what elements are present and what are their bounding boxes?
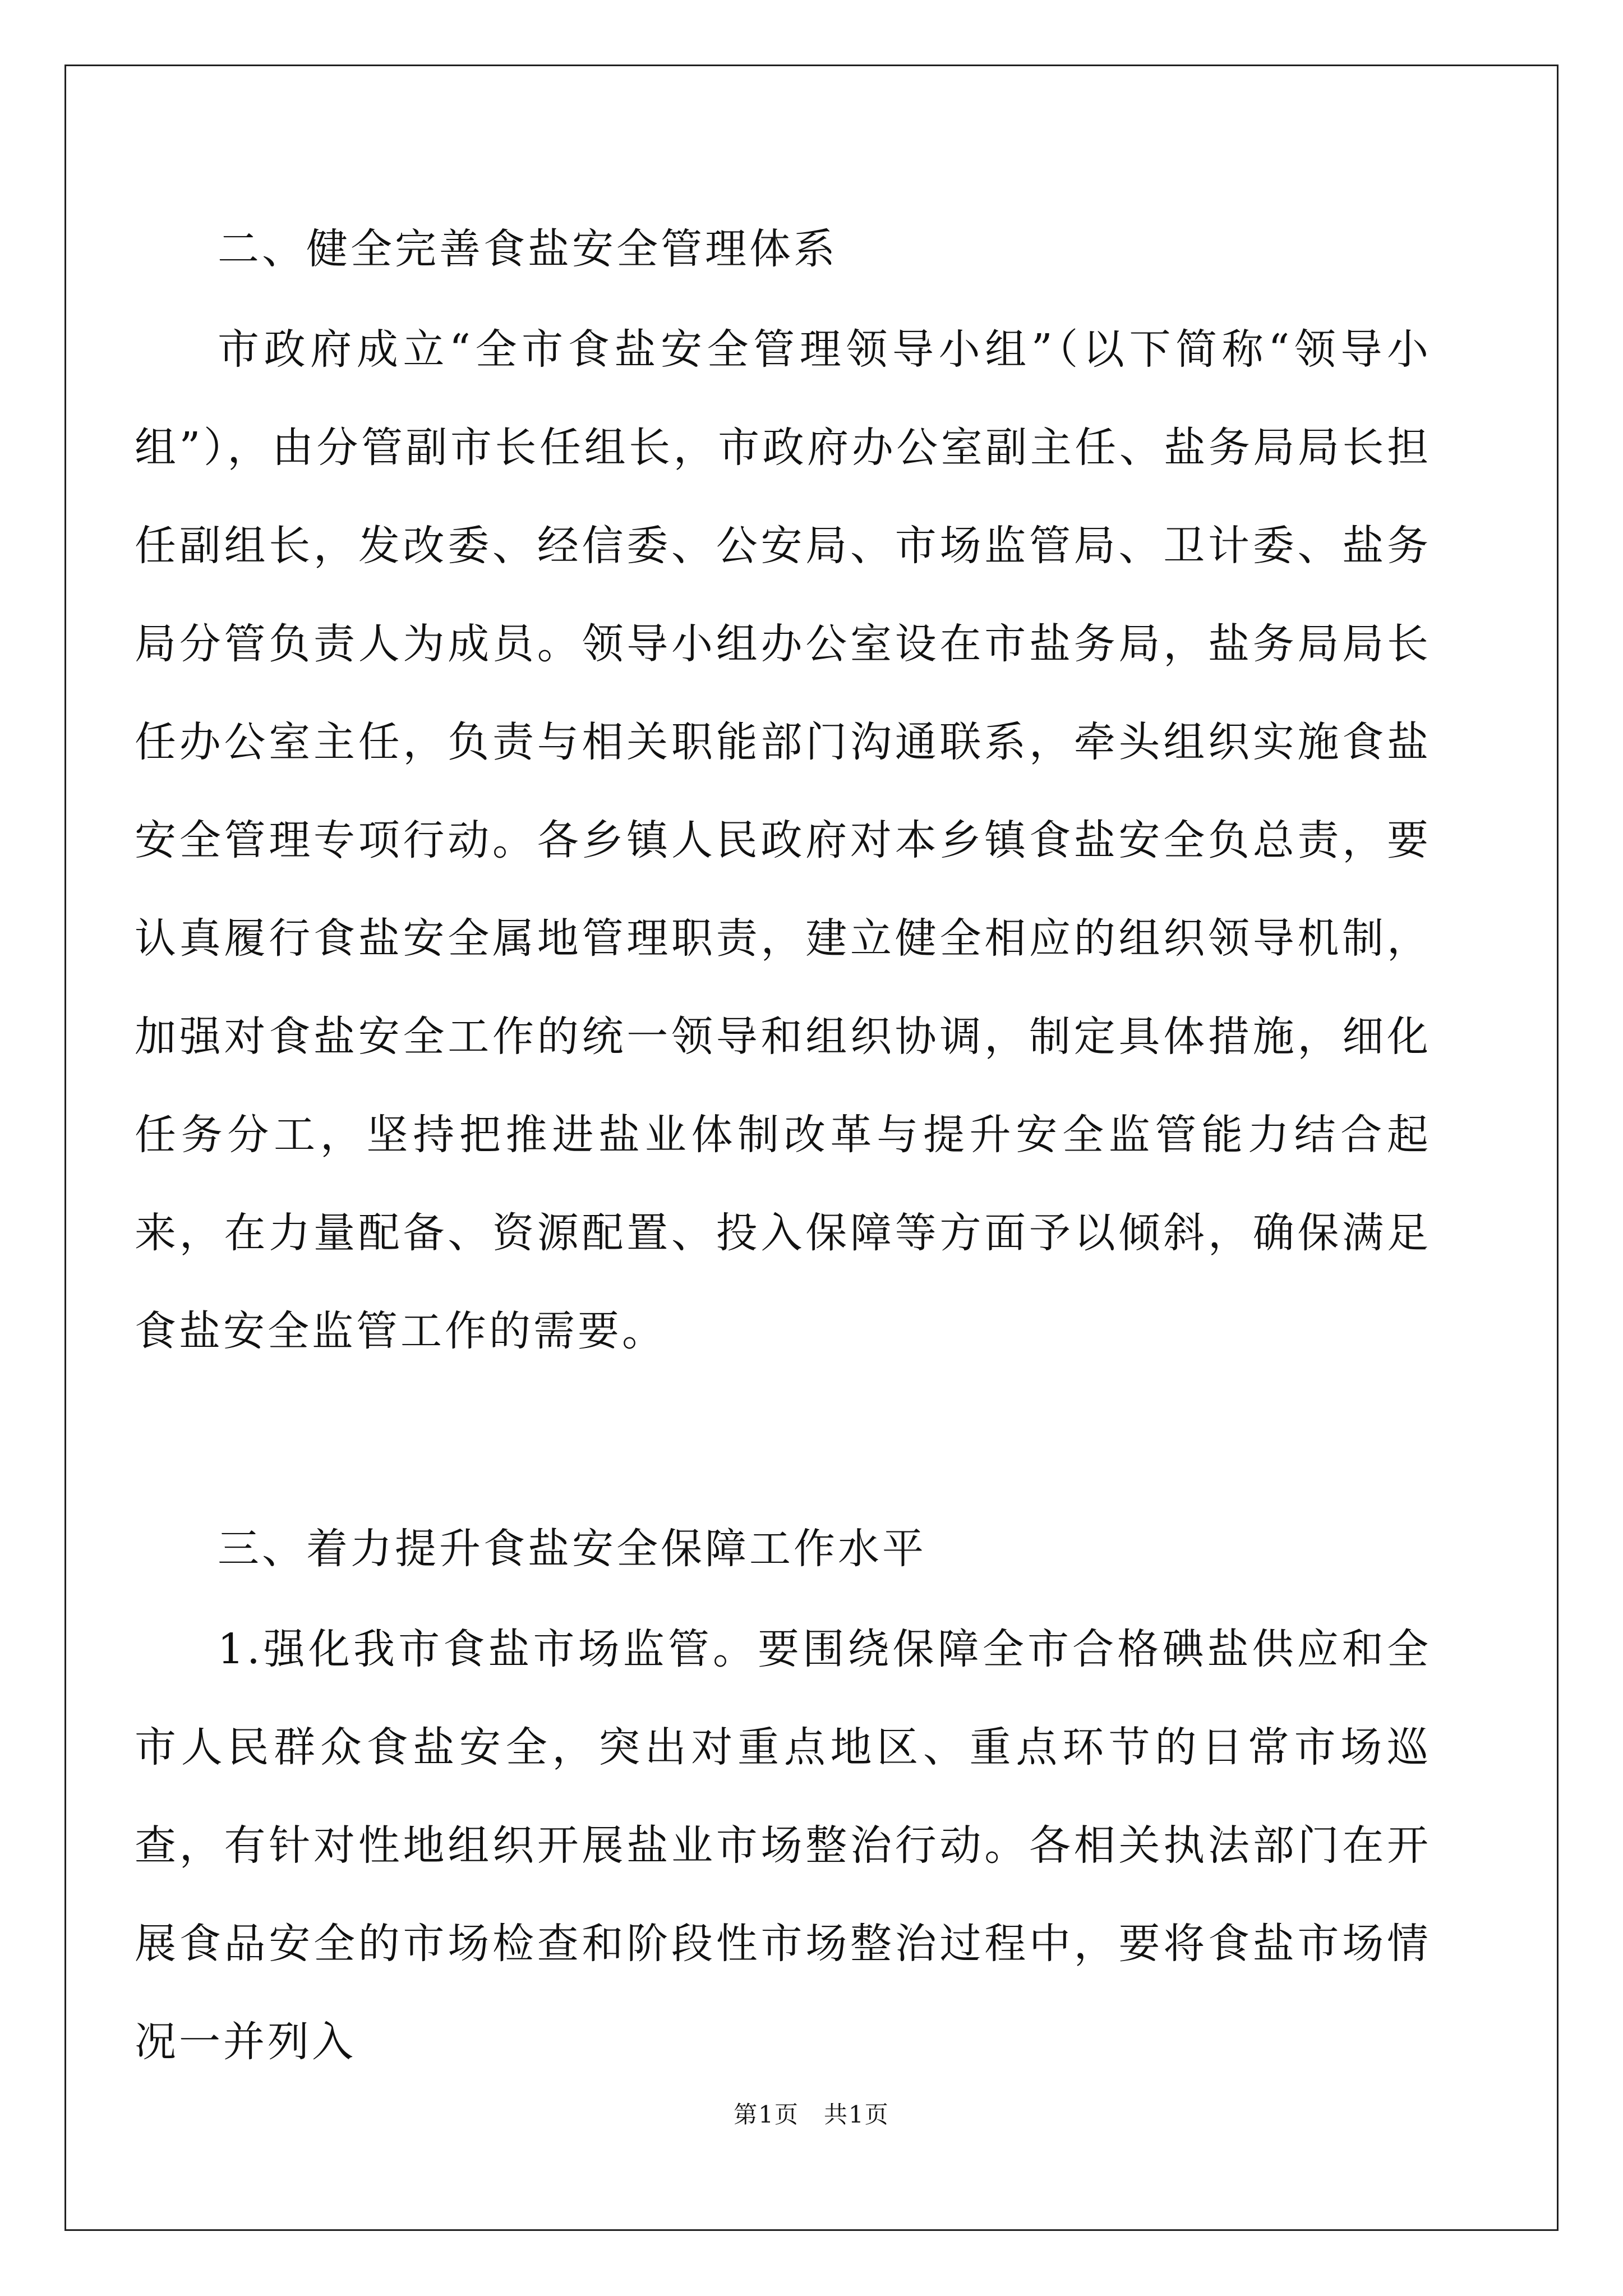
body-paragraph: 市政府成立“全市食盐安全管理领导小组”（以下简称“领导小组”），由分管副市长任组长，市政府办公室副主任、盐务局局长担任副组长，发改委、经信委、公安局、市场监管局、卫计委、盐务局分管负责人为成员。领导小组办公室设在市盐务局，盐务局局长任办公室主任，负责与相关职能部门沟通联系，牵头组织实施食盐安全管理专项行动。各乡镇人民政府对本乡镇食盐安全负总责，要认真履行食盐安全属地管理职责，建立健全相应的组织领导机制，加强对食盐安全工作的统一领导和组织协调，制定具体措施，细化任务分工，坚持把推进盐业体制改革与提升安全监管能力结合起来，在力量配备、资源配置、投入保障等方面予以倾斜，确保满足食盐安全监管工作的需要。	[135, 325, 1431, 1355]
body-paragraph: 1.强化我市食盐市场监管。要围绕保障全市合格碘盐供应和全市人民群众食盐安全，突出对重点地区、重点环节的日常市场巡查，有针对性地组织开展盐业市场整治行动。各相关执法部门在开展食品安全的市场检查和阶段性市场整治过程中，要将食盐市场情况一并列入	[135, 1625, 1431, 2066]
section-heading: 二、健全完善食盐安全管理体系	[218, 225, 838, 273]
page-number: 第1页 共1页	[734, 2101, 889, 2128]
section-heading: 三、着力提升食盐安全保障工作水平	[218, 1525, 926, 1573]
document-body	[135, 0, 1431, 2076]
